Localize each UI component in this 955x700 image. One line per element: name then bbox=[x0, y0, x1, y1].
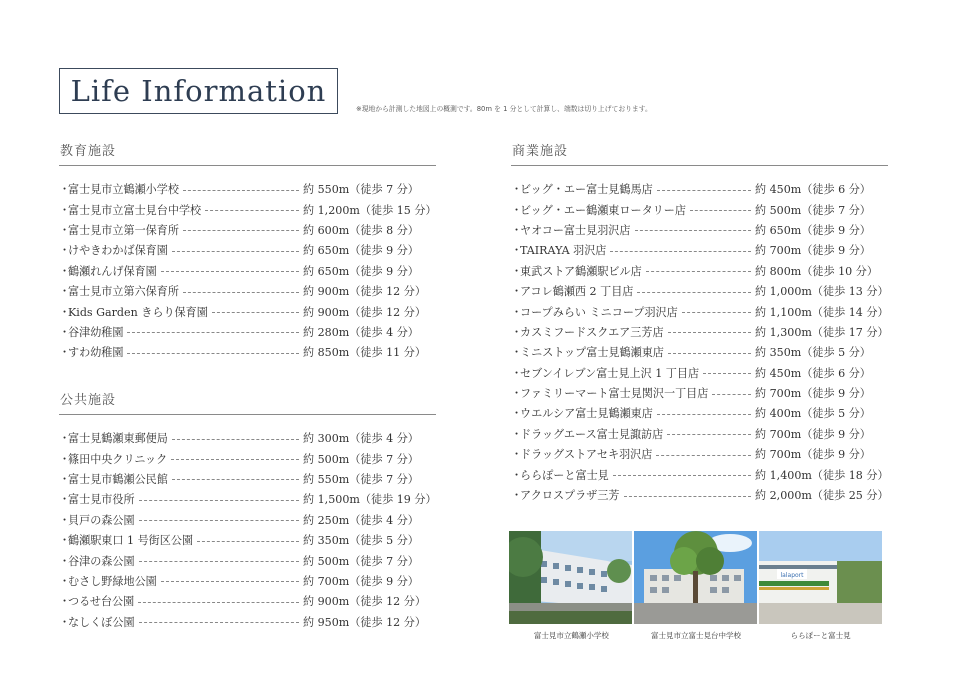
facility-distance: 約 1,200m（徒歩 15 分） bbox=[303, 203, 437, 217]
facility-name: なしくぼ公園 bbox=[68, 615, 135, 629]
bullet: ・ bbox=[511, 264, 523, 278]
school-photo-tsuruse bbox=[509, 531, 632, 624]
dotted-leader bbox=[690, 210, 751, 211]
facility-name: 富士見市立富士見台中学校 bbox=[68, 203, 202, 217]
section-divider bbox=[59, 165, 436, 166]
svg-text:lalaport: lalaport bbox=[780, 572, 804, 579]
facility-name: ドラッグエース富士見諏訪店 bbox=[520, 427, 664, 441]
list-item bbox=[511, 464, 888, 484]
bullet: ・ bbox=[59, 264, 71, 278]
list-item bbox=[511, 342, 888, 362]
dotted-leader bbox=[139, 500, 299, 501]
facility-distance: 約 550m（徒歩 7 分） bbox=[303, 472, 419, 486]
dotted-leader bbox=[624, 496, 751, 497]
title-box bbox=[59, 68, 338, 114]
facility-name: 富士見市立鶴瀬小学校 bbox=[68, 183, 179, 197]
facility-name: 富士見市立第一保育所 bbox=[68, 223, 179, 237]
bullet: ・ bbox=[59, 223, 71, 237]
bullet: ・ bbox=[511, 223, 523, 237]
bullet: ・ bbox=[59, 554, 71, 568]
dotted-leader bbox=[161, 581, 299, 582]
education-section bbox=[59, 141, 436, 363]
bullet: ・ bbox=[511, 325, 523, 339]
facility-distance: 約 250m（徒歩 4 分） bbox=[303, 513, 419, 527]
facility-name: 富士見鶴瀬東郵便局 bbox=[68, 432, 168, 446]
list-item bbox=[59, 448, 436, 468]
facility-distance: 約 1,100m（徒歩 14 分） bbox=[755, 305, 889, 319]
facility-name: ドラッグストアセキ羽沢店 bbox=[520, 448, 653, 462]
facility-name: 富士見市立第六保育所 bbox=[68, 285, 179, 299]
list-item bbox=[59, 510, 436, 530]
list-item bbox=[511, 301, 888, 321]
list-item bbox=[59, 322, 436, 342]
list-item bbox=[511, 363, 888, 383]
dotted-leader bbox=[646, 271, 751, 272]
dotted-leader bbox=[657, 190, 751, 191]
facility-distance: 約 1,000m（徒歩 13 分） bbox=[755, 285, 889, 299]
facility-name: ビッグ・エー鶴瀬東ロータリー店 bbox=[520, 203, 686, 217]
list-item bbox=[59, 428, 436, 448]
list-item bbox=[59, 301, 436, 321]
dotted-leader bbox=[172, 439, 299, 440]
dotted-leader bbox=[667, 434, 751, 435]
dotted-leader bbox=[161, 271, 299, 272]
list-item bbox=[59, 179, 436, 199]
facility-distance: 約 950m（徒歩 12 分） bbox=[303, 615, 426, 629]
list-item bbox=[59, 571, 436, 591]
facility-distance: 約 500m（徒歩 7 分） bbox=[755, 203, 871, 217]
facility-name: アコレ鶴瀬西 2 丁目店 bbox=[520, 285, 634, 299]
facility-name: ファミリーマート富士見関沢一丁目店 bbox=[520, 387, 709, 401]
facility-distance: 約 280m（徒歩 4 分） bbox=[303, 325, 419, 339]
list-item bbox=[511, 281, 888, 301]
dotted-leader bbox=[127, 353, 299, 354]
section-divider bbox=[59, 414, 436, 415]
bullet: ・ bbox=[59, 615, 71, 629]
bullet: ・ bbox=[59, 513, 71, 527]
list-item bbox=[511, 322, 888, 342]
dotted-leader bbox=[712, 394, 751, 395]
dotted-leader bbox=[637, 292, 751, 293]
facility-distance: 約 850m（徒歩 11 分） bbox=[303, 346, 426, 360]
dotted-leader bbox=[139, 622, 299, 623]
dotted-leader bbox=[172, 251, 299, 252]
list-item bbox=[511, 444, 888, 464]
bullet: ・ bbox=[511, 366, 523, 380]
mall-photo-lalaport bbox=[759, 531, 882, 624]
section-heading: 公共施設 bbox=[60, 393, 117, 408]
facility-name: 谷津の森公園 bbox=[68, 554, 135, 568]
facility-distance: 約 900m（徒歩 12 分） bbox=[303, 285, 426, 299]
bullet: ・ bbox=[59, 595, 71, 609]
list-item bbox=[59, 591, 436, 611]
bullet: ・ bbox=[511, 387, 523, 401]
dotted-leader bbox=[656, 455, 751, 456]
bullet: ・ bbox=[511, 305, 523, 319]
list-item bbox=[511, 261, 888, 281]
list-item bbox=[59, 469, 436, 489]
facility-distance: 約 650m（徒歩 9 分） bbox=[303, 264, 419, 278]
facility-name: 鶴瀬駅東口 1 号街区公園 bbox=[68, 534, 194, 548]
dotted-leader bbox=[212, 312, 299, 313]
facility-distance: 約 900m（徒歩 12 分） bbox=[303, 595, 426, 609]
facility-name: ミニストップ富士見鶴瀬東店 bbox=[520, 346, 664, 360]
facility-distance: 約 500m（徒歩 7 分） bbox=[303, 452, 419, 466]
page-title: Life Information bbox=[70, 74, 327, 108]
dotted-leader bbox=[657, 414, 751, 415]
bullet: ・ bbox=[59, 244, 71, 258]
bullet: ・ bbox=[59, 183, 71, 197]
dotted-leader bbox=[610, 251, 751, 252]
facility-distance: 約 450m（徒歩 6 分） bbox=[755, 183, 871, 197]
facility-name: つるせ台公園 bbox=[68, 595, 135, 609]
dotted-leader bbox=[172, 479, 299, 480]
bullet: ・ bbox=[511, 285, 523, 299]
bullet: ・ bbox=[511, 407, 523, 421]
facility-distance: 約 400m（徒歩 5 分） bbox=[755, 407, 871, 421]
commercial-section bbox=[511, 141, 888, 505]
facility-distance: 約 600m（徒歩 8 分） bbox=[303, 223, 419, 237]
facility-distance: 約 1,500m（徒歩 19 分） bbox=[303, 493, 437, 507]
dotted-leader bbox=[635, 230, 752, 231]
facility-name: 谷津幼稚園 bbox=[68, 325, 124, 339]
facility-name: セブンイレブン富士見上沢 1 丁目店 bbox=[520, 366, 700, 380]
facility-name: ウエルシア富士見鶴瀬東店 bbox=[520, 407, 653, 421]
list-item bbox=[59, 342, 436, 362]
facility-distance: 約 2,000m（徒歩 25 分） bbox=[755, 489, 889, 503]
facility-name: すわ幼稚園 bbox=[68, 346, 124, 360]
list-item bbox=[511, 485, 888, 505]
bullet: ・ bbox=[59, 534, 71, 548]
facility-name: ヤオコー富士見羽沢店 bbox=[520, 223, 631, 237]
bullet: ・ bbox=[511, 183, 523, 197]
photo-caption: 富士見市立富士見台中学校 bbox=[651, 631, 741, 640]
facility-name: 東武ストア鶴瀬駅ビル店 bbox=[520, 264, 642, 278]
bullet: ・ bbox=[511, 427, 523, 441]
dotted-leader bbox=[127, 332, 299, 333]
bullet: ・ bbox=[59, 493, 71, 507]
list-item bbox=[59, 261, 436, 281]
facility-name: 鶴瀬れんげ保育園 bbox=[68, 264, 157, 278]
facility-distance: 約 700m（徒歩 9 分） bbox=[755, 448, 871, 462]
facility-distance: 約 1,300m（徒歩 17 分） bbox=[755, 325, 889, 339]
facility-distance: 約 800m（徒歩 10 分） bbox=[755, 264, 878, 278]
section-heading: 商業施設 bbox=[512, 144, 569, 159]
dotted-leader bbox=[205, 210, 299, 211]
section-heading: 教育施設 bbox=[60, 144, 117, 159]
facility-name: むさし野緑地公園 bbox=[68, 574, 157, 588]
dotted-leader bbox=[183, 292, 299, 293]
list-item bbox=[59, 530, 436, 550]
facility-distance: 約 350m（徒歩 5 分） bbox=[755, 346, 871, 360]
bullet: ・ bbox=[511, 468, 523, 482]
facility-distance: 約 1,400m（徒歩 18 分） bbox=[755, 468, 889, 482]
list-item bbox=[59, 199, 436, 219]
facility-distance: 約 700m（徒歩 9 分） bbox=[755, 427, 871, 441]
list-item bbox=[511, 403, 888, 423]
facility-name: 富士見市役所 bbox=[68, 493, 135, 507]
facility-distance: 約 550m（徒歩 7 分） bbox=[303, 183, 419, 197]
list-item bbox=[511, 179, 888, 199]
list-item bbox=[511, 240, 888, 260]
dotted-leader bbox=[613, 475, 751, 476]
facility-name: けやきわかば保育園 bbox=[68, 244, 168, 258]
list-item bbox=[59, 550, 436, 570]
facility-name: Kids Garden きらり保育園 bbox=[68, 305, 208, 319]
list-item bbox=[511, 424, 888, 444]
facility-name: TAIRAYA 羽沢店 bbox=[520, 244, 607, 258]
list-item bbox=[59, 240, 436, 260]
dotted-leader bbox=[197, 541, 299, 542]
facility-name: アクロスプラザ三芳 bbox=[520, 489, 620, 503]
dotted-leader bbox=[703, 373, 751, 374]
facility-distance: 約 700m（徒歩 9 分） bbox=[755, 387, 871, 401]
bullet: ・ bbox=[511, 448, 523, 462]
facility-distance: 約 700m（徒歩 9 分） bbox=[755, 244, 871, 258]
bullet: ・ bbox=[511, 346, 523, 360]
bullet: ・ bbox=[59, 346, 71, 360]
dotted-leader bbox=[139, 520, 299, 521]
dotted-leader bbox=[668, 353, 751, 354]
distance-note: ※現地から計測した地図上の概測です。80m を 1 分として計算し、端数は切り上げております。 bbox=[356, 105, 652, 113]
bullet: ・ bbox=[59, 452, 71, 466]
facility-distance: 約 300m（徒歩 4 分） bbox=[303, 432, 419, 446]
list-item bbox=[511, 220, 888, 240]
dotted-leader bbox=[183, 190, 299, 191]
facility-name: コープみらい ミニコープ羽沢店 bbox=[520, 305, 678, 319]
bullet: ・ bbox=[511, 203, 523, 217]
list-item bbox=[59, 612, 436, 632]
photo-caption: ららぽーと富士見 bbox=[790, 631, 851, 640]
list-item bbox=[59, 220, 436, 240]
photo-strip bbox=[509, 531, 883, 641]
facility-distance: 約 350m（徒歩 5 分） bbox=[303, 534, 419, 548]
facility-name: ららぽーと富士見 bbox=[520, 468, 609, 482]
bullet: ・ bbox=[59, 305, 71, 319]
dotted-leader bbox=[171, 459, 299, 460]
bullet: ・ bbox=[59, 432, 71, 446]
dotted-leader bbox=[682, 312, 751, 313]
bullet: ・ bbox=[511, 244, 523, 258]
facility-distance: 約 450m（徒歩 6 分） bbox=[755, 366, 871, 380]
dotted-leader bbox=[668, 332, 751, 333]
facility-name: 富士見市鶴瀬公民館 bbox=[68, 472, 168, 486]
list-item bbox=[511, 199, 888, 219]
bullet: ・ bbox=[59, 574, 71, 588]
section-divider bbox=[511, 165, 888, 166]
dotted-leader bbox=[138, 602, 299, 603]
dotted-leader bbox=[139, 561, 299, 562]
photo-caption: 富士見市立鶴瀬小学校 bbox=[533, 631, 609, 640]
school-photo-fujimidai bbox=[634, 531, 757, 624]
bullet: ・ bbox=[59, 285, 71, 299]
facility-name: ビッグ・エー富士見鶴馬店 bbox=[520, 183, 653, 197]
list-item bbox=[59, 281, 436, 301]
bullet: ・ bbox=[59, 472, 71, 486]
facility-distance: 約 650m（徒歩 9 分） bbox=[303, 244, 419, 258]
list-item bbox=[511, 383, 888, 403]
dotted-leader bbox=[183, 230, 299, 231]
facility-name: 篠田中央クリニック bbox=[68, 452, 168, 466]
facility-distance: 約 700m（徒歩 9 分） bbox=[303, 574, 419, 588]
facility-distance: 約 650m（徒歩 9 分） bbox=[755, 223, 871, 237]
facility-name: 貝戸の森公園 bbox=[68, 513, 135, 527]
bullet: ・ bbox=[59, 203, 71, 217]
bullet: ・ bbox=[511, 489, 523, 503]
public-section bbox=[59, 390, 436, 632]
bullet: ・ bbox=[59, 325, 71, 339]
list-item bbox=[59, 489, 436, 509]
facility-name: カスミフードスクエア三芳店 bbox=[520, 325, 664, 339]
facility-distance: 約 500m（徒歩 7 分） bbox=[303, 554, 419, 568]
facility-distance: 約 900m（徒歩 12 分） bbox=[303, 305, 426, 319]
